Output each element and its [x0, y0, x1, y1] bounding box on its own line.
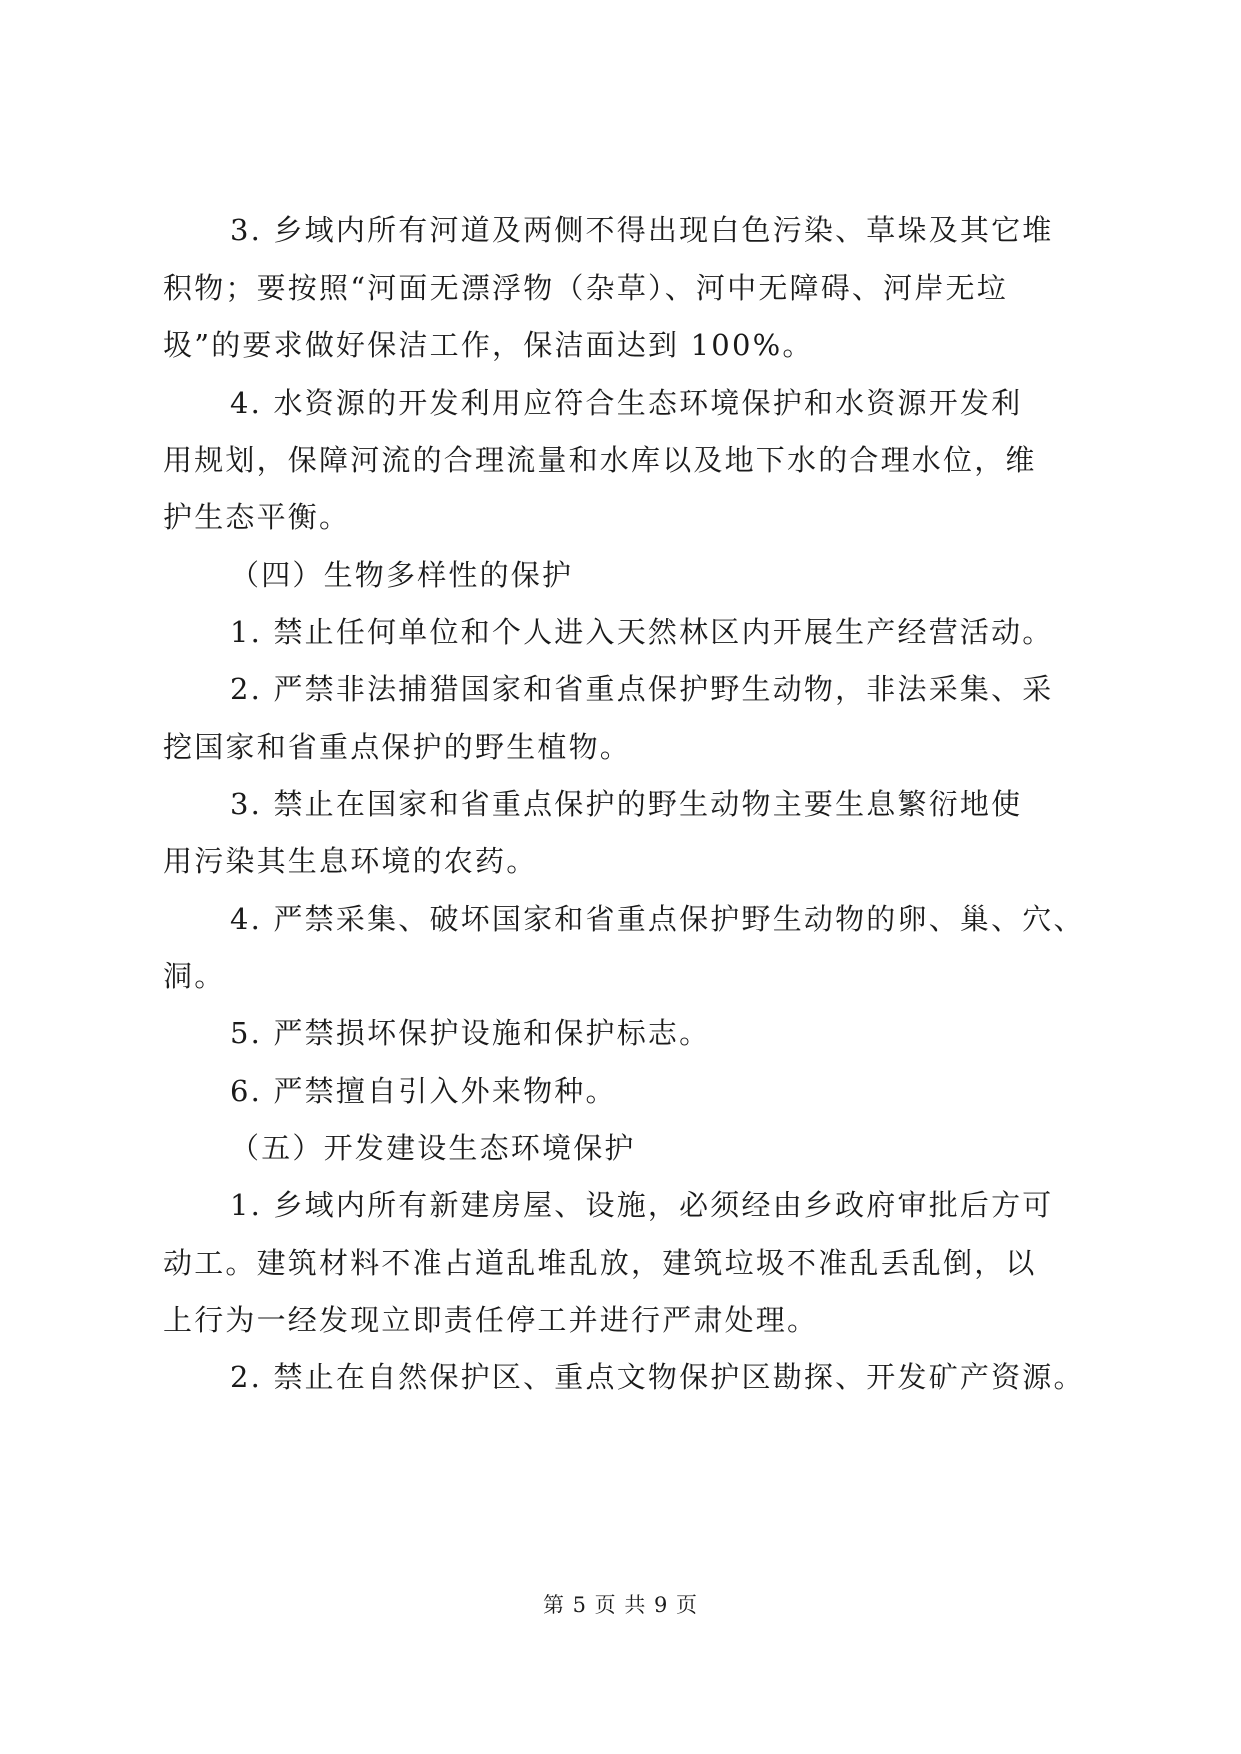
paragraph-line: 2. 严禁非法捕猎国家和省重点保护野生动物，非法采集、采 [230, 672, 1054, 706]
paragraph-line: 上行为一经发现立即责任停工并进行严肃处理。 [163, 1303, 819, 1337]
paragraph-line: 护生态平衡。 [163, 500, 351, 534]
paragraph-line: 挖国家和省重点保护的野生植物。 [163, 730, 632, 764]
paragraph-line: 用规划，保障河流的合理流量和水库以及地下水的合理水位，维 [163, 443, 1037, 477]
page-number-footer: 第 5 页 共 9 页 [542, 1593, 699, 1617]
paragraph-line: 用污染其生息环境的农药。 [163, 844, 538, 878]
paragraph-line: 4. 严禁采集、破坏国家和省重点保护野生动物的卵、巢、穴、 [230, 902, 1085, 936]
paragraph-line: 5. 严禁损坏保护设施和保护标志。 [230, 1016, 711, 1050]
paragraph-line: 4. 水资源的开发利用应符合生态环境保护和水资源开发利 [230, 386, 1023, 420]
paragraph-line: 3. 禁止在国家和省重点保护的野生动物主要生息繁衍地使 [230, 787, 1023, 821]
paragraph-line: 1. 乡域内所有新建房屋、设施，必须经由乡政府审批后方可 [230, 1188, 1054, 1222]
paragraph-line: 2. 禁止在自然保护区、重点文物保护区勘探、开发矿产资源。 [230, 1360, 1085, 1394]
paragraph-line: 1. 禁止任何单位和个人进入天然林区内开展生产经营活动。 [230, 615, 1054, 649]
paragraph-line: 圾”的要求做好保洁工作，保洁面达到 100%。 [163, 328, 814, 362]
paragraph-line: 积物；要按照“河面无漂浮物（杂草）、河中无障碍、河岸无垃 [163, 271, 1008, 305]
section-heading: （四）生物多样性的保护 [230, 558, 574, 592]
paragraph-line: 3. 乡域内所有河道及两侧不得出现白色污染、草垛及其它堆 [230, 213, 1054, 247]
paragraph-line: 洞。 [163, 959, 226, 993]
paragraph-line: 动工。建筑材料不准占道乱堆乱放，建筑垃圾不准乱丢乱倒，以 [163, 1246, 1037, 1280]
section-heading: （五）开发建设生态环境保护 [230, 1131, 636, 1165]
paragraph-line: 6. 严禁擅自引入外来物种。 [230, 1074, 617, 1108]
